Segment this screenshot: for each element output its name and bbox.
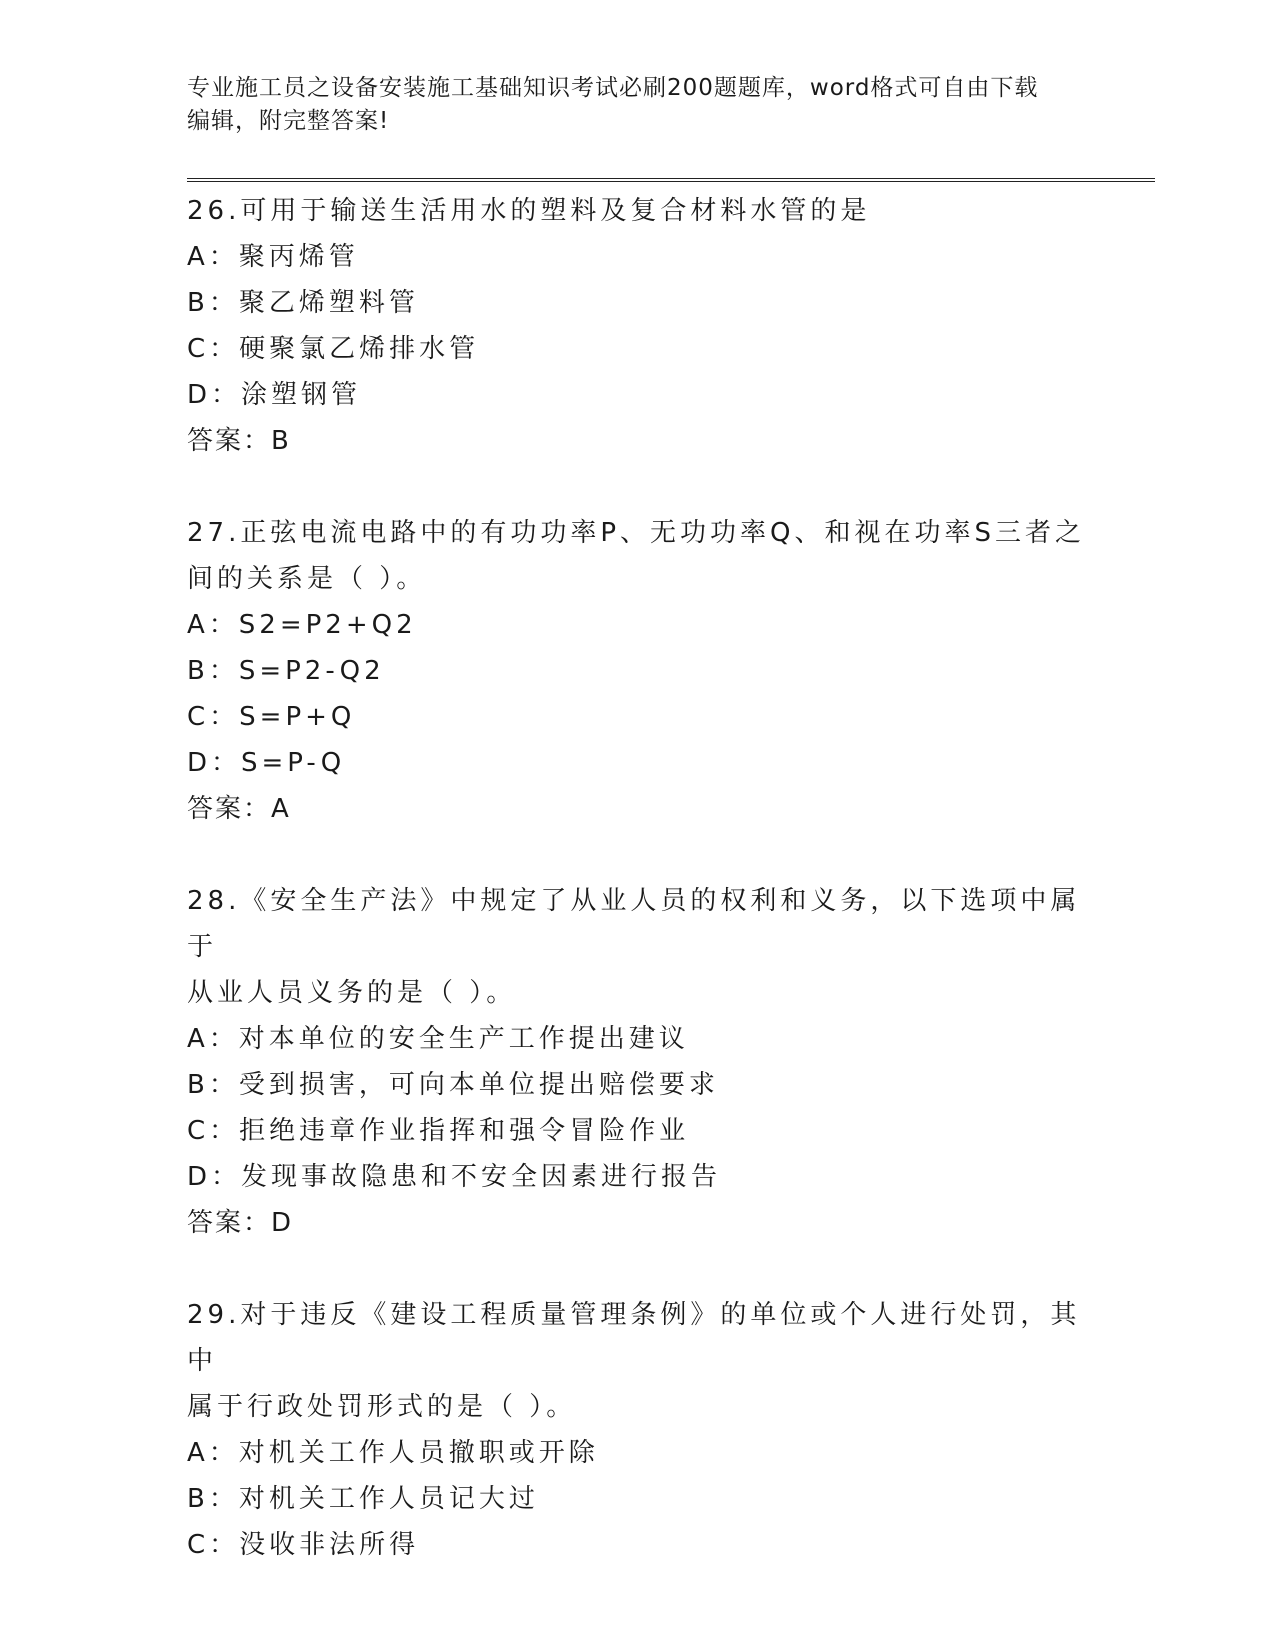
question-stem-continued: 属于行政处罚形式的是（ ）。	[187, 1392, 577, 1422]
question-26	[187, 188, 1087, 464]
option-c: C：没收非法所得	[187, 1530, 420, 1560]
question-29	[187, 1292, 1087, 1568]
question-stem-continued: 间的关系是（ ）。	[187, 564, 427, 594]
option-b: B：受到损害，可向本单位提出赔偿要求	[187, 1070, 719, 1100]
header-line-1: 专业施工员之设备安装施工基础知识考试必刷200题题库，word格式可自由下载	[187, 75, 1039, 101]
question-stem: 28.《安全生产法》中规定了从业人员的权利和义务，以下选项中属于	[187, 886, 1081, 962]
header-line-2: 编辑，附完整答案!	[187, 108, 390, 134]
option-a: A：S2=P2+Q2	[187, 610, 417, 640]
answer: 答案：B	[187, 426, 291, 456]
option-d: D：S=P-Q	[187, 748, 346, 778]
option-c: C：S=P+Q	[187, 702, 356, 732]
option-b: B：对机关工作人员记大过	[187, 1484, 539, 1514]
option-c: C：拒绝违章作业指挥和强令冒险作业	[187, 1116, 690, 1146]
question-stem: 29.对于违反《建设工程质量管理条例》的单位或个人进行处罚，其中	[187, 1300, 1081, 1376]
option-a: A：对机关工作人员撤职或开除	[187, 1438, 599, 1468]
option-d: D：发现事故隐患和不安全因素进行报告	[187, 1162, 722, 1192]
answer: 答案：D	[187, 1208, 294, 1238]
page-header	[187, 72, 1067, 138]
question-stem-continued: 从业人员义务的是（ ）。	[187, 978, 517, 1008]
option-a: A：聚丙烯管	[187, 242, 359, 272]
question-list	[187, 188, 1087, 1614]
question-stem: 26.可用于输送生活用水的塑料及复合材料水管的是	[187, 196, 871, 226]
question-27	[187, 510, 1087, 832]
option-d: D：涂塑钢管	[187, 380, 362, 410]
header-divider	[187, 178, 1155, 182]
option-a: A：对本单位的安全生产工作提出建议	[187, 1024, 689, 1054]
option-b: B：聚乙烯塑料管	[187, 288, 419, 318]
option-b: B：S=P2-Q2	[187, 656, 385, 686]
answer: 答案：A	[187, 794, 291, 824]
question-stem: 27.正弦电流电路中的有功功率P、无功功率Q、和视在功率S三者之	[187, 518, 1085, 548]
option-c: C：硬聚氯乙烯排水管	[187, 334, 480, 364]
question-28	[187, 878, 1087, 1246]
